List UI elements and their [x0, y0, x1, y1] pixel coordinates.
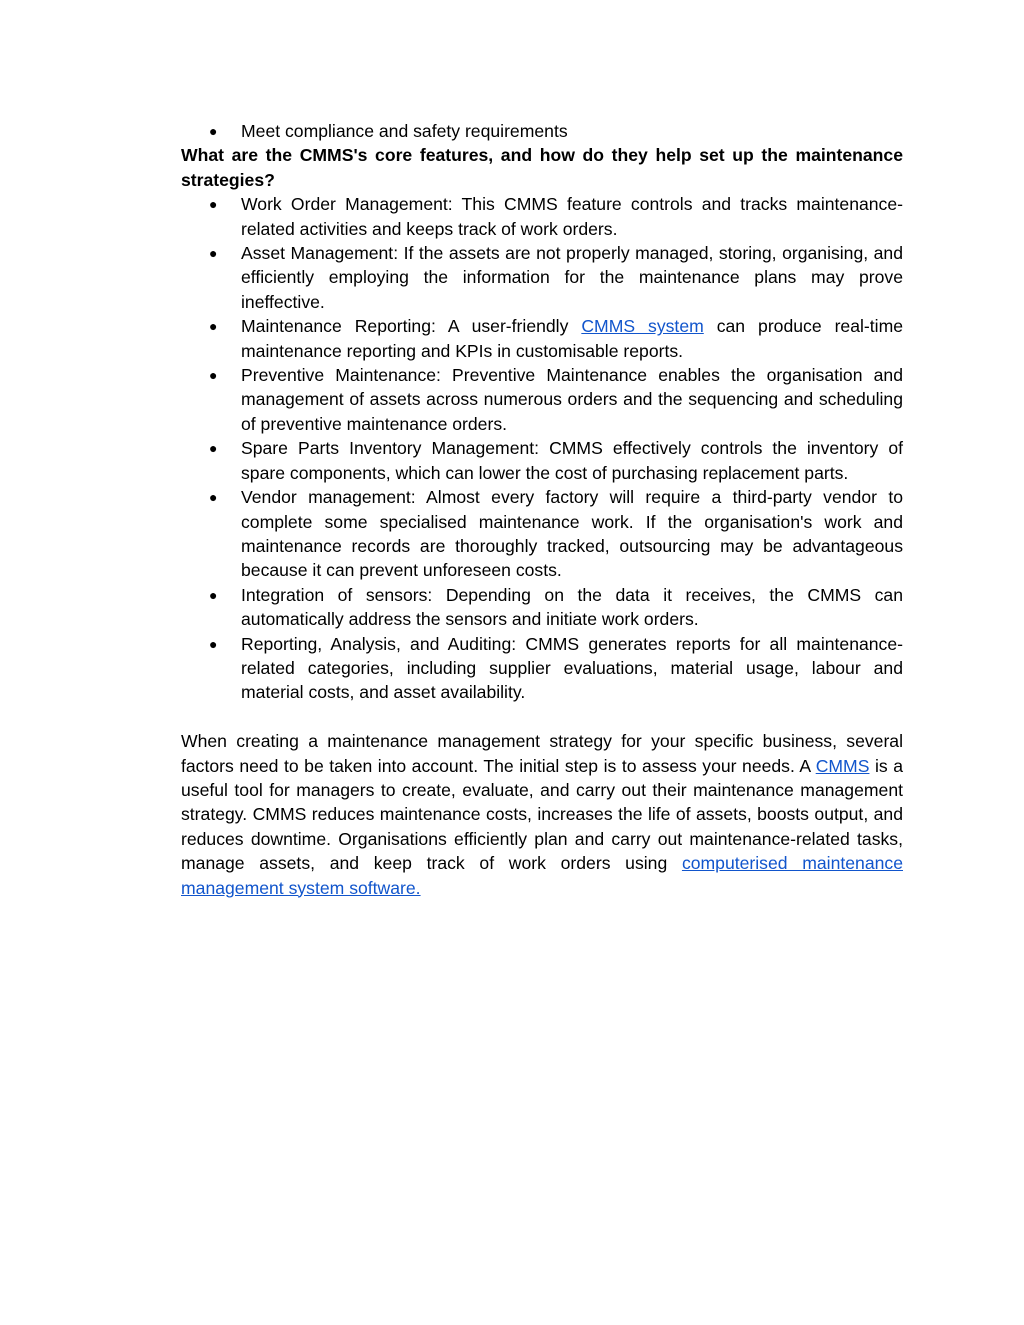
list-item-spare-parts [181, 436, 903, 485]
bullet-icon: ● [209, 440, 218, 457]
list-item-asset-management [181, 241, 903, 314]
bullet-icon: ● [209, 367, 218, 384]
closing-text-part1: When creating a maintenance management strategy for your specific business, several factors need to be taken into account. The initial step is to assess your needs. A [181, 731, 903, 776]
bullet-icon: ● [209, 318, 218, 335]
list-item-sensors [181, 583, 903, 632]
closing-paragraph [181, 729, 903, 900]
list-item-work-order [181, 192, 903, 241]
list-item-text: Spare Parts Inventory Management: CMMS effectively controls the inventory of spare components, which can lower the cost of purchasing replacement parts. [241, 438, 903, 483]
list-item-text-before-link: Maintenance Reporting: A user-friendly [241, 316, 582, 337]
section-heading: What are the CMMS's core features, and how do they help set up the maintenance strategies? [181, 145, 903, 190]
cmms-link[interactable]: CMMS [815, 755, 870, 776]
bullet-icon: ● [209, 196, 218, 213]
intro-bullet-list [181, 119, 903, 143]
list-item-maintenance-reporting [181, 314, 903, 363]
list-item-preventive-maintenance [181, 363, 903, 436]
list-item-text: Work Order Management: This CMMS feature controls and tracks maintenance-related activities and keeps track of work orders. [241, 194, 903, 239]
list-item-vendor-management [181, 485, 903, 583]
list-item-text-after-link: can produce real-time maintenance reporting and KPIs in customisable reports. [241, 316, 904, 361]
bullet-icon: ● [209, 586, 218, 603]
list-item-text: Asset Management: If the assets are not properly managed, storing, organising, and efficiently employing the information for the maintenance plans may prove ineffective. [241, 243, 903, 312]
cmms-system-link[interactable]: CMMS system [581, 316, 704, 337]
list-item-text: Meet compliance and safety requirements [241, 121, 568, 141]
list-item-text: Integration of sensors: Depending on the data it receives, the CMMS can automatically address the sensors and initiate work orders. [241, 584, 903, 630]
list-item-auditing [181, 632, 903, 705]
bullet-icon: ● [209, 489, 218, 506]
features-list [181, 192, 903, 705]
bullet-icon: ● [209, 635, 218, 652]
list-item-text: Vendor management: Almost every factory will require a third-party vendor to complete some specialised maintenance work. If the organisation's work and maintenance records are thoroughly tracked, outsourcing may be advantageous because it can prevent unforeseen costs. [241, 487, 903, 581]
bullet-icon: ● [209, 123, 218, 139]
cmms-software-link[interactable]: computerised maintenance management system software. [181, 853, 903, 898]
list-item-compliance [181, 119, 903, 143]
bullet-icon: ● [209, 245, 218, 262]
list-item-text: Reporting, Analysis, and Auditing: CMMS generates reports for all maintenance-related categories, including supplier evaluations, material usage, labour and material costs, and asset availability. [241, 633, 903, 703]
document-page [181, 119, 903, 900]
closing-text-part2: is a useful tool for managers to create, evaluate, and carry out their maintenance management strategy. CMMS reduces maintenance costs, increases the life of assets, boosts output, and reduces downtime. Organisations efficiently plan and carry out maintenance-related tasks, manage assets, and keep track of work orders using [181, 755, 903, 874]
list-item-text: Preventive Maintenance: Preventive Maintenance enables the organisation and management of assets across numerous orders and the sequencing and scheduling of preventive maintenance orders. [241, 365, 903, 434]
